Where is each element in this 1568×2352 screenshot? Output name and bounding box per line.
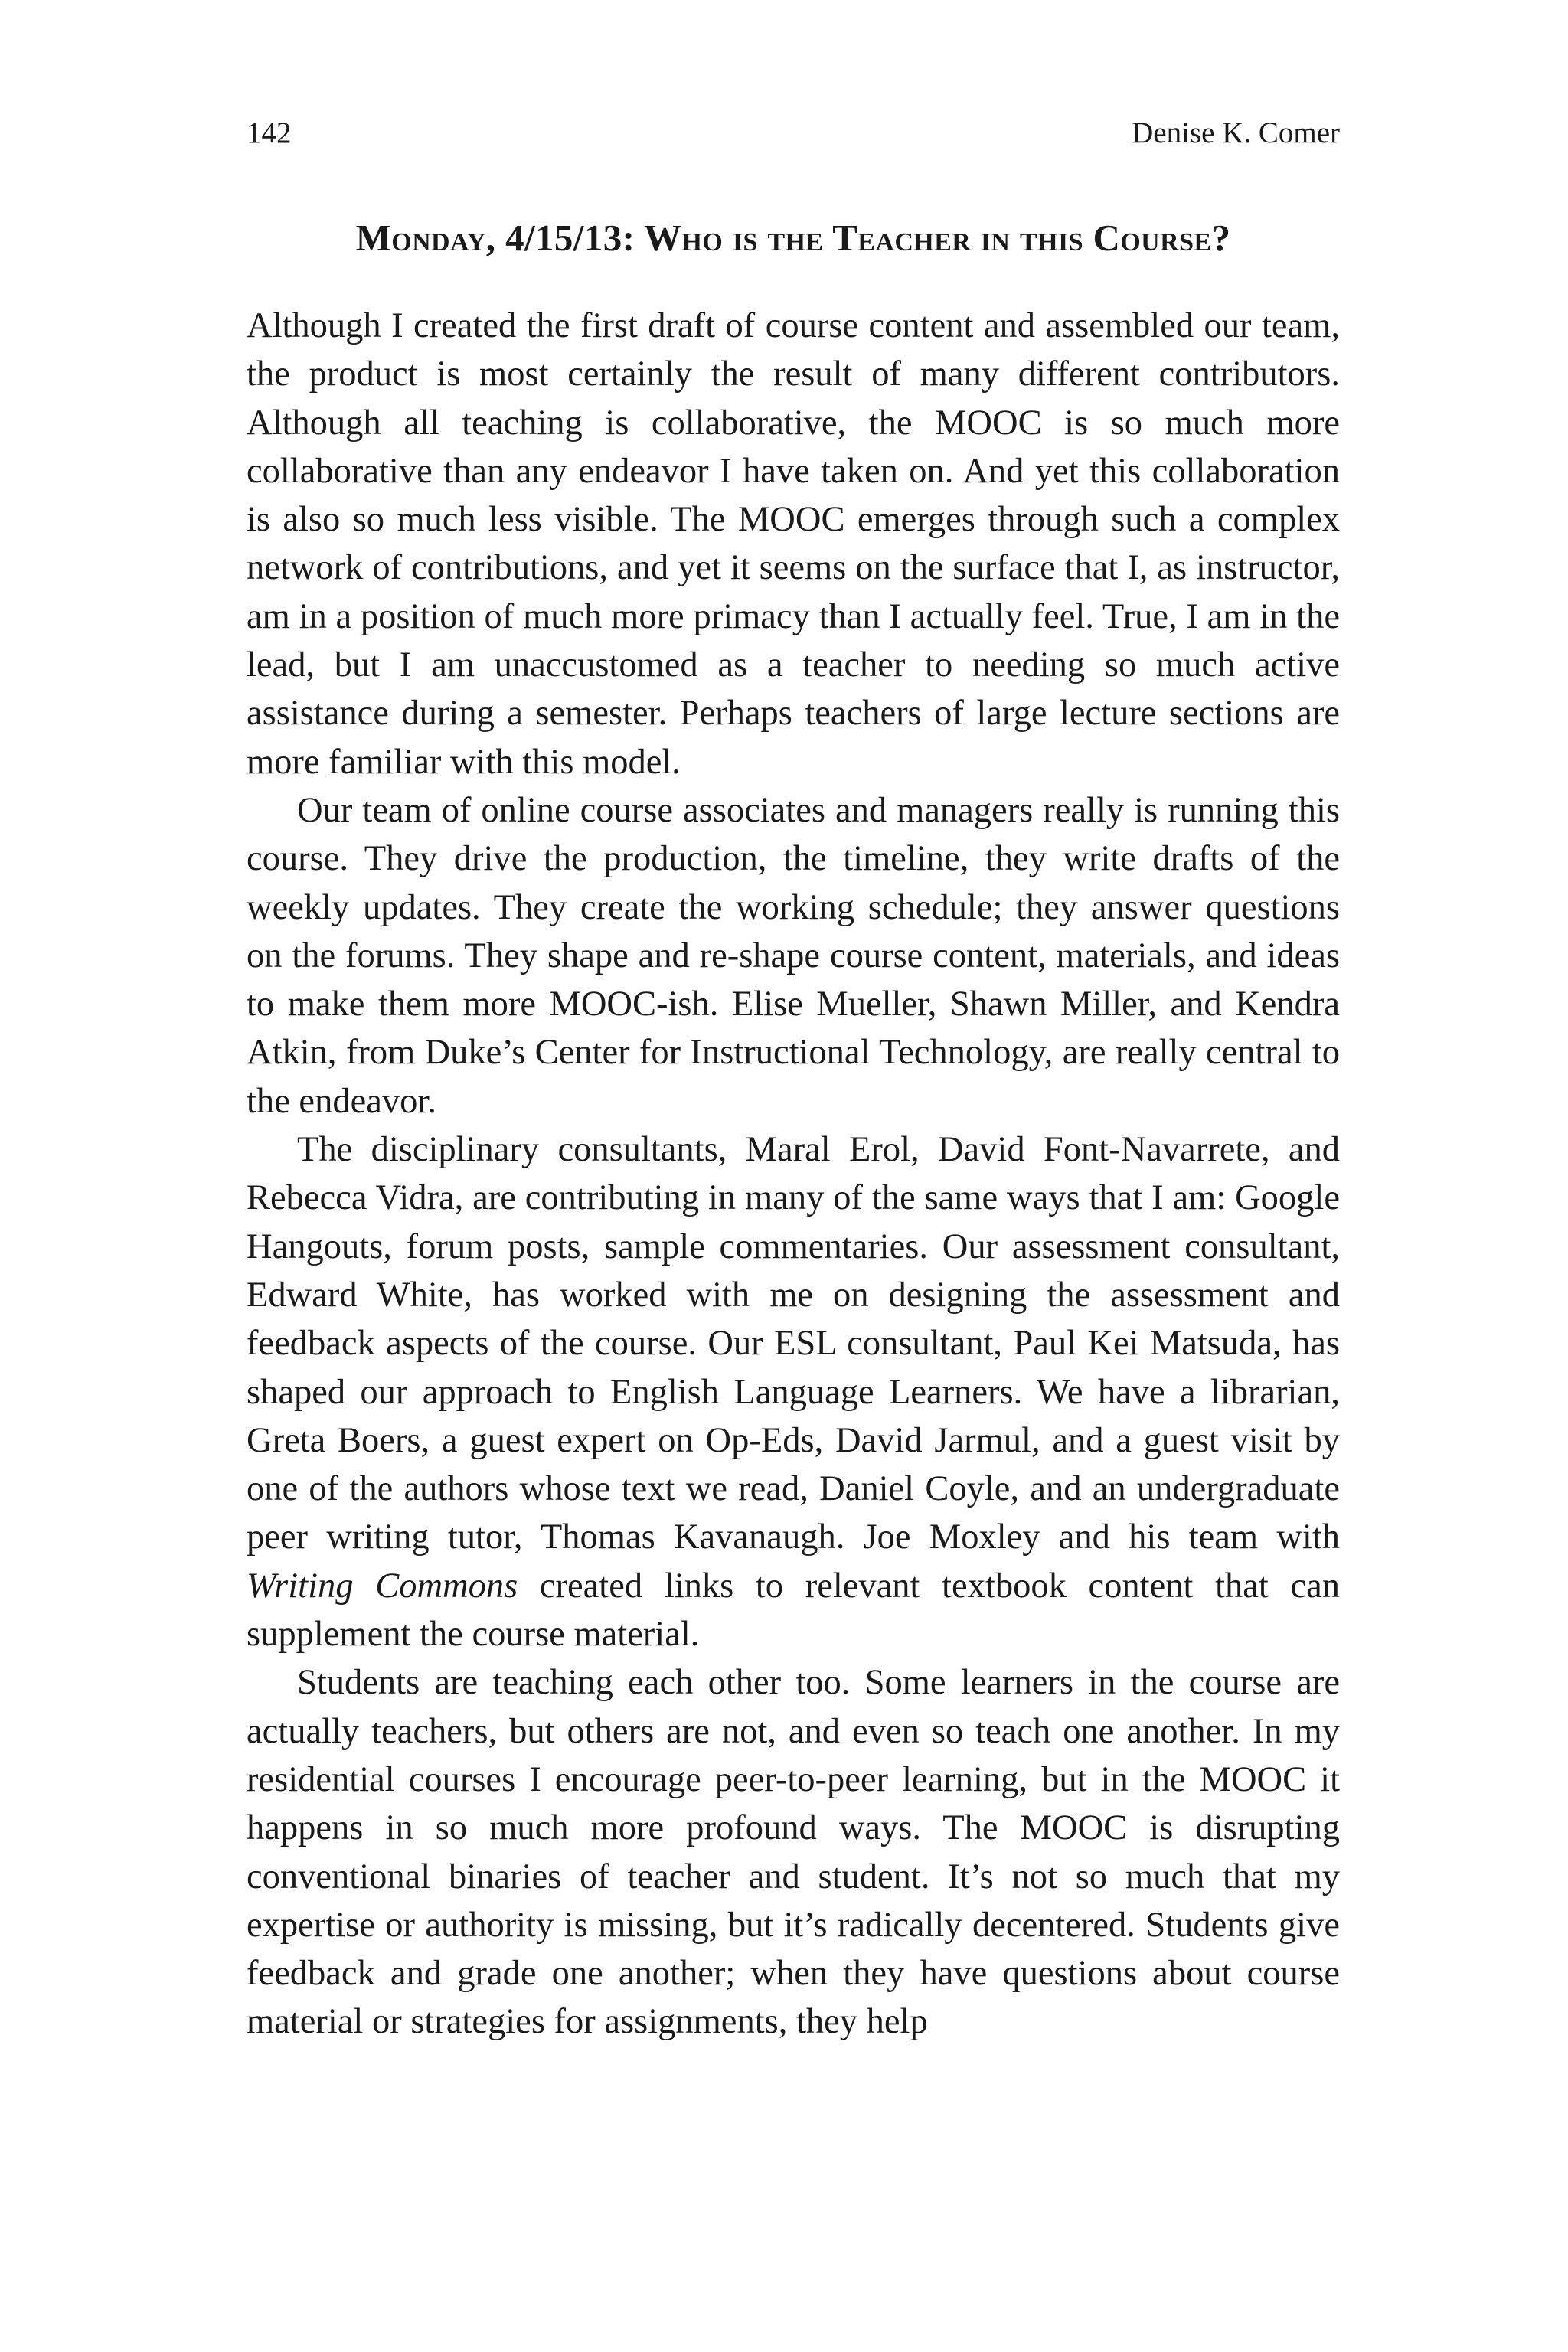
page-number: 142 xyxy=(247,116,292,149)
paragraph-2: Our team of online course associates and managers really is running this course. They drive the production, the timeline, they write drafts of the weekly updates. They create the working schedule; they answer questions on the forums. They shape and re-shape course content, materials, and ideas to make them more MOOC-ish. Elise Mueller, Shawn Miller, and Kendra Atkin, from Duke’s Center for Instructional Technology, are really central to the endeavor. xyxy=(247,790,1340,1121)
running-head-author: Denise K. Comer xyxy=(1132,116,1340,149)
paragraph-3-text-a: The disciplinary consultants, Maral Erol, David Font-Navarrete, and Rebecca Vidra, are contributing in many of the same ways that I am: Google Hangouts, forum posts, sample commentaries. Our assessment consultant, Edward White, has worked with me on designing the assessment and feedback aspects of the course. Our ESL consultant, Paul Kei Matsuda, has shaped our approach to English Language Learners. We have a librarian, Greta Boers, a guest expert on Op-Eds, David Jarmul, and a guest visit by one of the authors whose text we read, Daniel Coyle, and an undergraduate peer writing tutor, Thomas Kavanaugh. Joe Moxley and his team with xyxy=(247,1130,1340,1557)
section-heading: Monday, 4/15/13: Who is the Teacher in this Course? xyxy=(355,217,1231,259)
paragraph-1: Although I created the first draft of course content and assembled our team, the product is most certainly the result of many different contributors. Although all teaching is collaborative, the MOOC is so much more collaborative than any endeavor I have taken on. And yet this collaboration is also so much less visible. The MOOC emerges through such a complex network of contributions, and yet it seems on the surface that I, as instructor, am in a position of much more primacy than I actually feel. True, I am in the lead, but I am unaccustomed as a teacher to needing so much active assistance during a semester. Perhaps teachers of large lecture sections are more familiar with this model. xyxy=(247,306,1340,782)
book-page xyxy=(247,115,1340,2047)
book-title-writing-commons: Writing Commons xyxy=(247,1566,518,1606)
running-head xyxy=(247,115,1340,152)
paragraph-3 xyxy=(247,1125,1340,1658)
body-text xyxy=(247,302,1340,2047)
paragraph-3-text-b: created links to relevant textbook content that can supplement the course material. xyxy=(247,1566,1340,1655)
paragraph-4: Students are teaching each other too. Some learners in the course are actually teachers, but others are not, and even so teach one another. In my residential courses I encourage peer-to-peer learning, but in the MOOC it happens in so much more profound ways. The MOOC is disrupting conventional binaries of teacher and student. It’s not so much that my expertise or authority is missing, but it’s radically decentered. Students give feedback and grade one another; when they have questions about course material or strategies for assignments, they help xyxy=(247,1663,1340,2042)
